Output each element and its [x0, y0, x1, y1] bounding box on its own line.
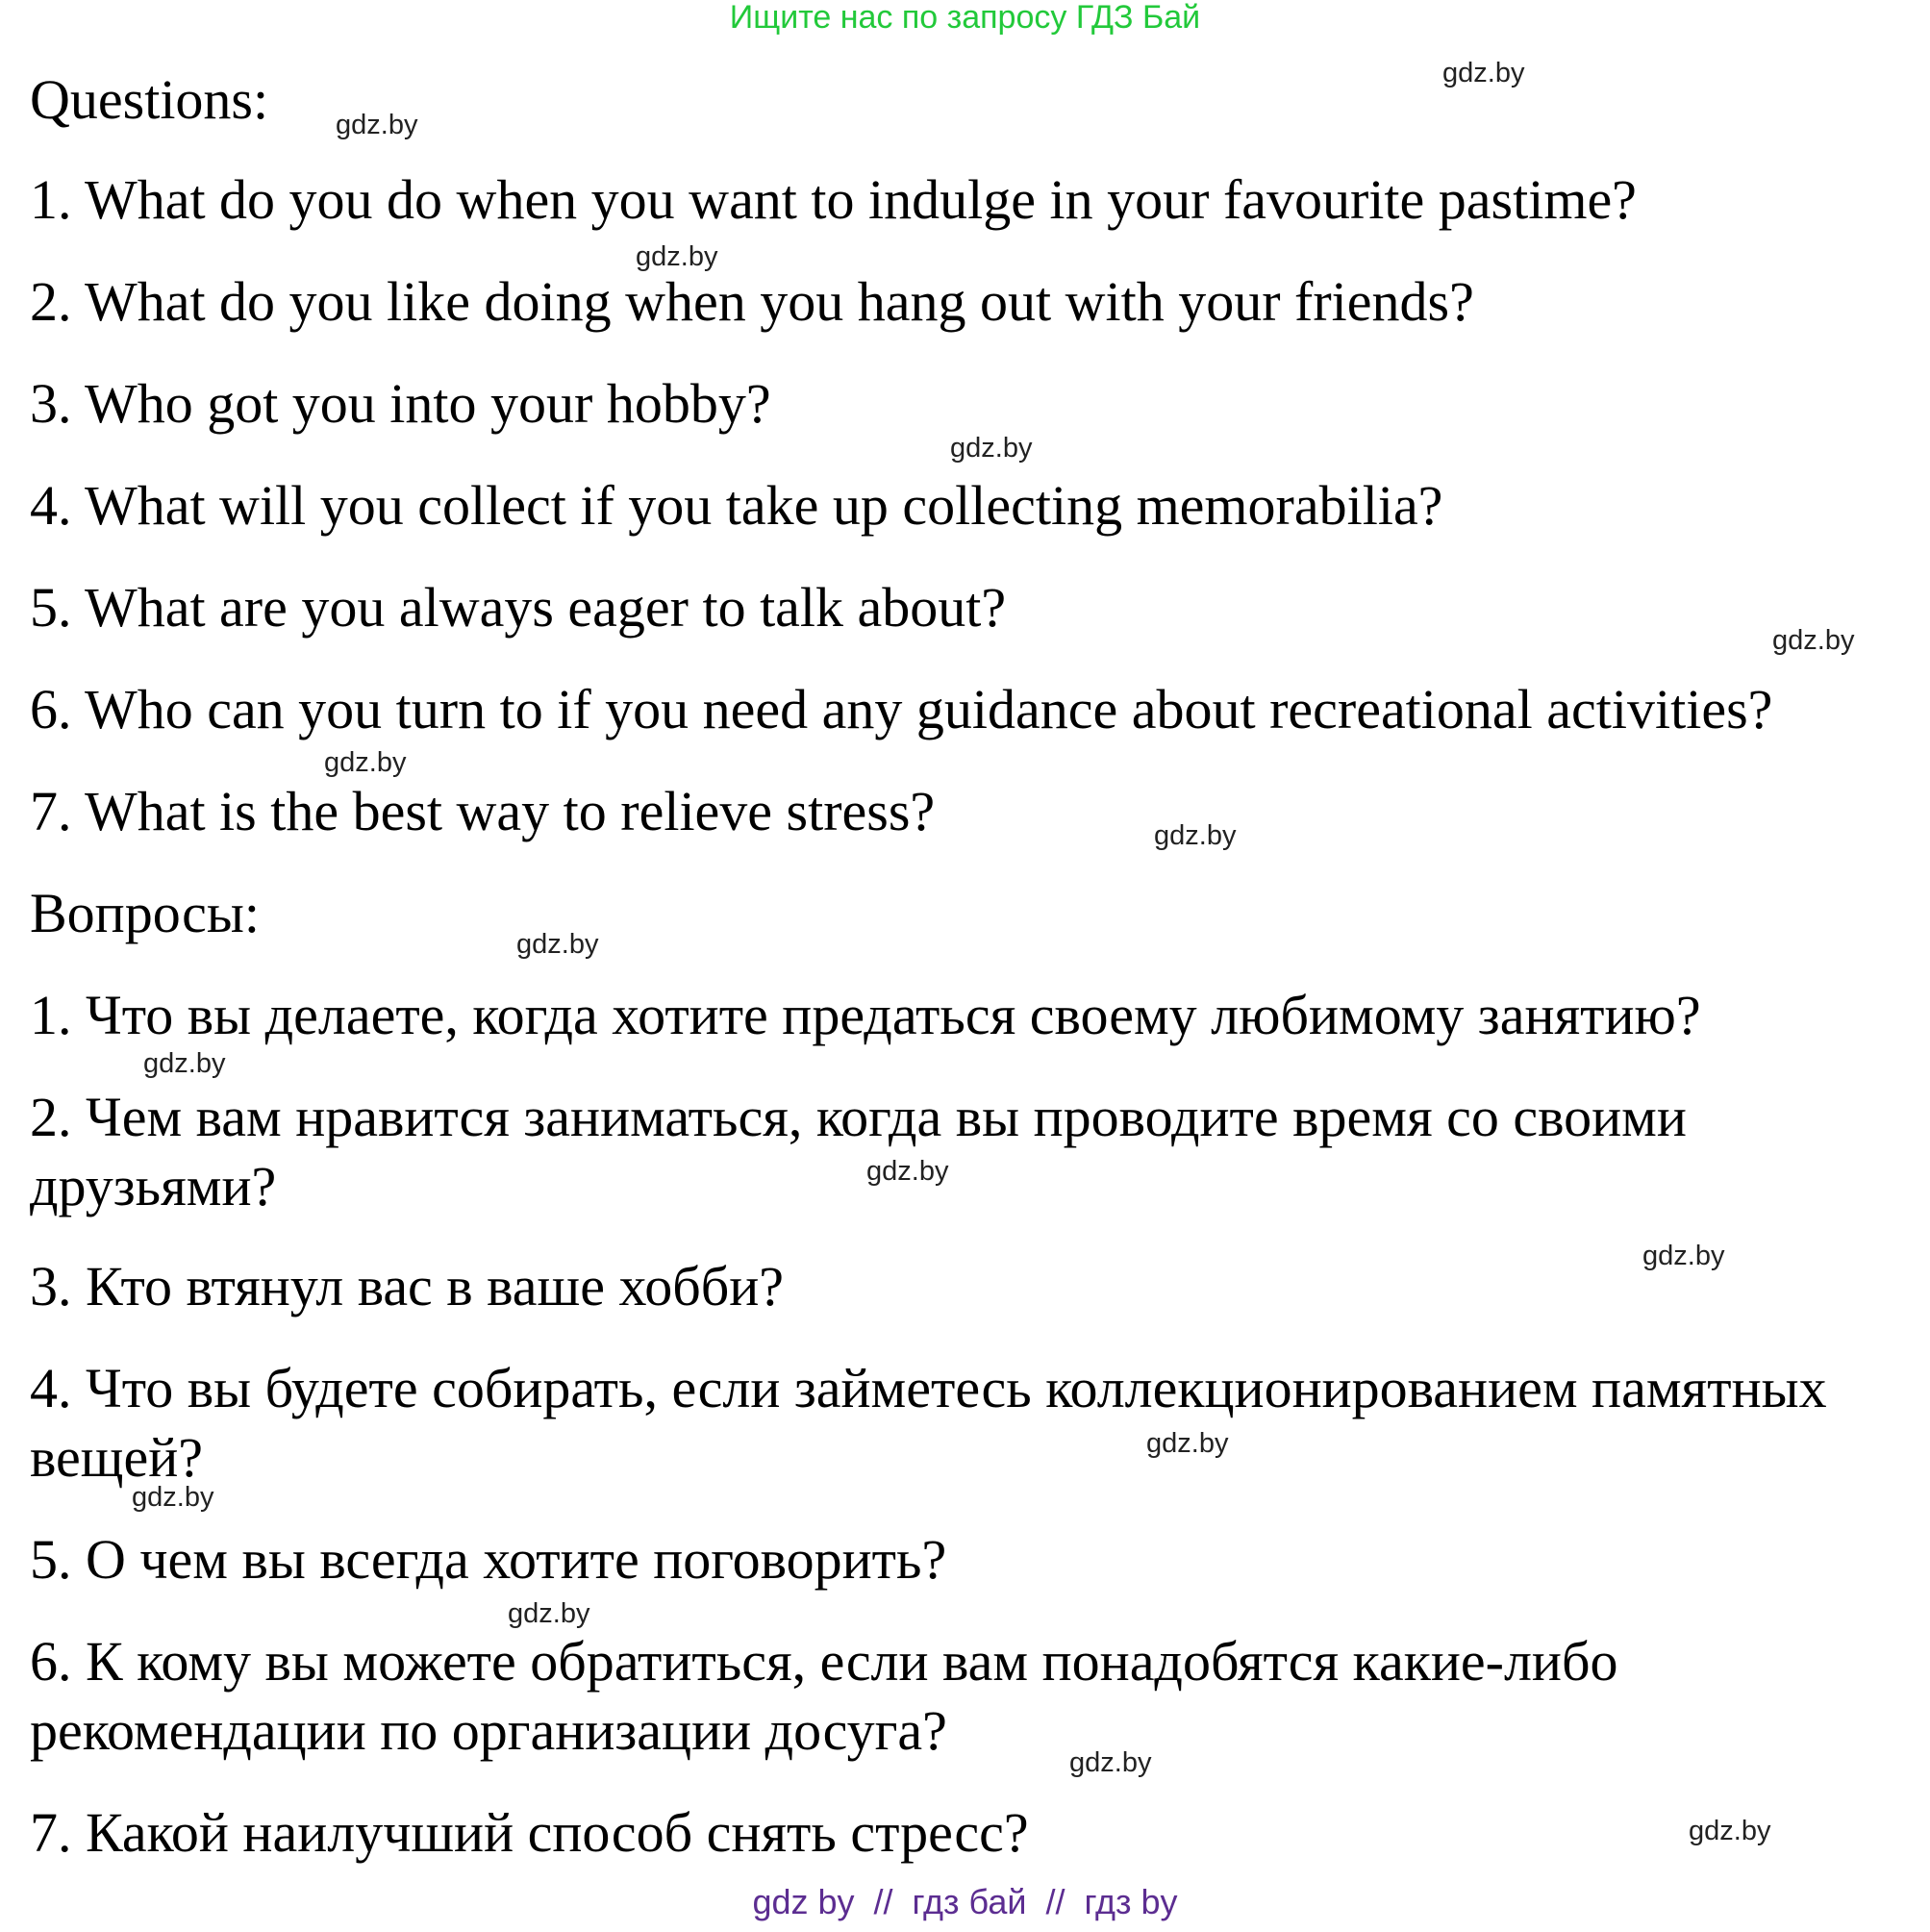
russian-question-2: 2. Чем вам нравится заниматься, когда вы проводите время со своими — [30, 1086, 1687, 1148]
russian-question-4: 4. Что вы будете собирать, если займетесь коллекционированием памятных — [30, 1357, 1827, 1419]
watermark: gdz.by — [866, 1156, 949, 1187]
watermark: gdz.by — [1442, 58, 1525, 88]
english-question-6: 6. Who can you turn to if you need any guidance about recreational activities? — [30, 678, 1773, 740]
watermark: gdz.by — [508, 1598, 590, 1629]
english-question-3: 3. Who got you into your hobby? — [30, 372, 771, 435]
russian-heading: Вопросы: — [30, 882, 260, 944]
watermark: gdz.by — [1642, 1241, 1725, 1271]
watermark: gdz.by — [1069, 1747, 1152, 1778]
russian-question-5: 5. О чем вы всегда хотите поговорить? — [30, 1528, 947, 1591]
russian-question-1: 1. Что вы делаете, когда хотите предаться своему любимому занятию? — [30, 984, 1701, 1046]
english-question-7: 7. What is the best way to relieve stress? — [30, 780, 936, 842]
watermark: gdz.by — [1154, 820, 1237, 851]
russian-question-6-continued: рекомендации по организации досуга? — [30, 1699, 947, 1762]
watermark: gdz.by — [950, 433, 1033, 464]
watermark: gdz.by — [1146, 1428, 1229, 1459]
russian-question-7: 7. Какой наилучший способ снять стресс? — [30, 1801, 1029, 1864]
english-question-4: 4. What will you collect if you take up collecting memorabilia? — [30, 474, 1443, 537]
russian-question-3: 3. Кто втянул вас в ваше хобби? — [30, 1255, 785, 1317]
watermark: gdz.by — [1689, 1816, 1771, 1846]
watermark: gdz.by — [1772, 625, 1855, 656]
watermark: gdz.by — [132, 1482, 214, 1513]
watermark: gdz.by — [516, 929, 599, 960]
russian-question-2-continued: друзьями? — [30, 1155, 277, 1217]
watermark: gdz.by — [636, 241, 718, 272]
english-question-5: 5. What are you always eager to talk about? — [30, 576, 1007, 639]
questions-heading: Questions: — [30, 68, 269, 131]
russian-question-4-continued: вещей? — [30, 1426, 203, 1489]
watermark: gdz.by — [336, 110, 418, 140]
english-question-2: 2. What do you like doing when you hang out with your friends? — [30, 270, 1474, 333]
top-banner: Ищите нас по запросу ГДЗ Бай — [729, 0, 1201, 36]
watermark: gdz.by — [324, 747, 407, 778]
english-question-1: 1. What do you do when you want to indulge in your favourite pastime? — [30, 168, 1637, 231]
russian-question-6: 6. К кому вы можете обратиться, если вам понадобятся какие-либо — [30, 1630, 1618, 1693]
footer-links: gdz by // гдз бай // гдз by — [752, 1882, 1178, 1921]
watermark: gdz.by — [143, 1048, 226, 1079]
